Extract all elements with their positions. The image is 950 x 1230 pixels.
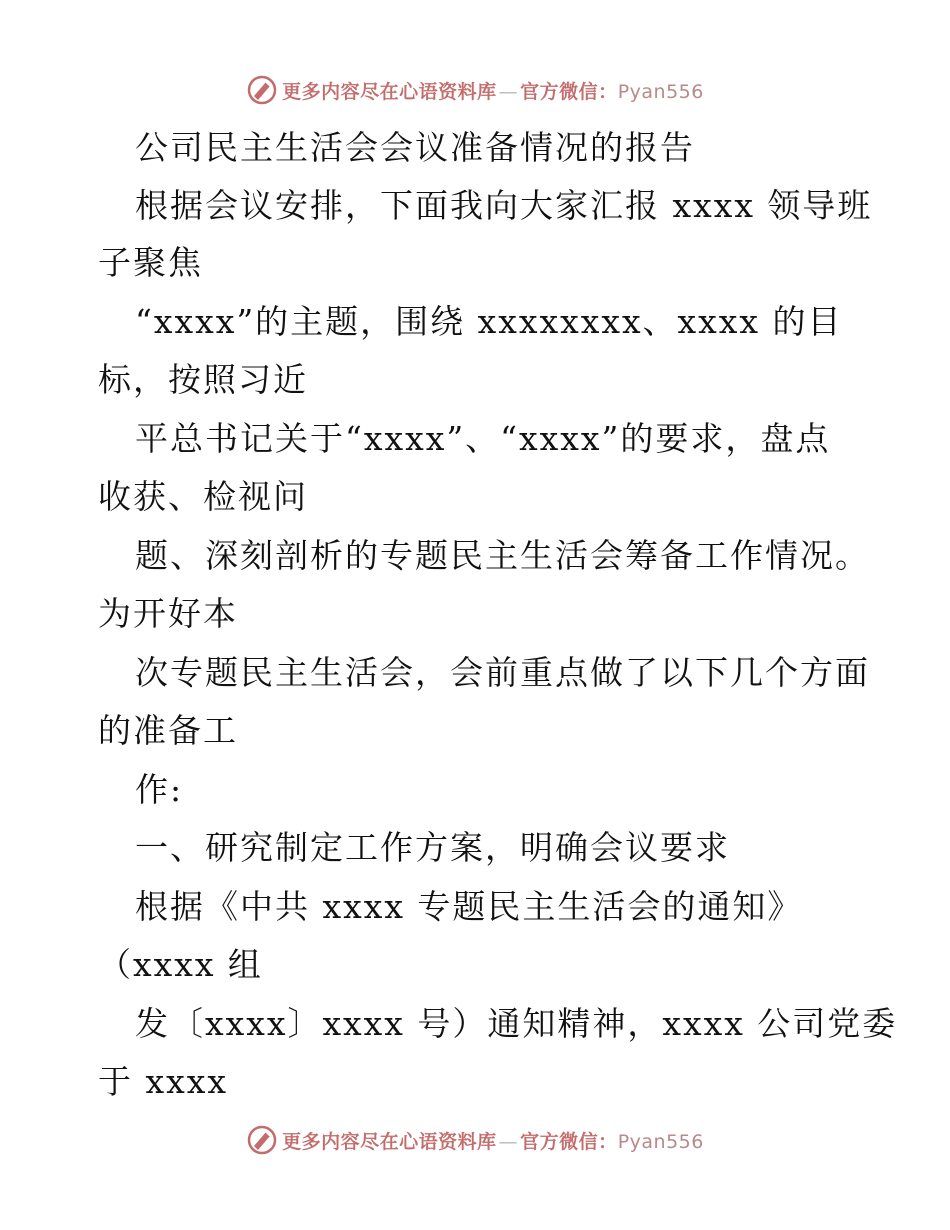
watermark-wechat-id: Pyan556 — [617, 1130, 704, 1153]
paragraph-line: 次专题民主生活会，会前重点做了以下几个方面 — [135, 653, 870, 692]
watermark-wechat-label: 官方微信： — [520, 1130, 618, 1153]
document-title: 公司民主生活会会议准备情况的报告 — [135, 128, 695, 167]
watermark-text — [282, 77, 704, 104]
paragraph-line: 作: — [135, 770, 184, 809]
header-watermark — [0, 70, 950, 110]
paragraph-line: 根据《中共 xxxx 专题民主生活会的通知》 — [135, 887, 803, 926]
watermark-wechat-label: 官方微信： — [520, 80, 618, 103]
watermark-brand: 更多内容尽在心语资料库 — [282, 80, 497, 103]
paragraph-line: 根据会议安排，下面我向大家汇报 xxxx 领导班 — [135, 186, 873, 225]
paragraph-line: 子聚焦 — [98, 243, 203, 282]
paragraph-line: 收获、检视问 — [98, 477, 308, 516]
watermark-wechat-id: Pyan556 — [617, 80, 704, 103]
watermark-separator: — — [498, 1130, 519, 1153]
paragraph-line: “xxxx”的主题，围绕 xxxxxxxx、xxxx 的目 — [135, 302, 843, 341]
paragraph-line: （xxxx 组 — [98, 945, 263, 984]
paragraph-line: 标，按照习近 — [98, 360, 308, 399]
paragraph-line: 为开好本 — [98, 594, 238, 633]
watermark-brand: 更多内容尽在心语资料库 — [282, 1130, 497, 1153]
watermark-text — [282, 1127, 704, 1154]
footer-watermark — [0, 1120, 950, 1160]
pen-logo-icon — [246, 1124, 278, 1156]
pen-logo-icon — [246, 74, 278, 106]
watermark-separator: — — [498, 80, 519, 103]
paragraph-line: 的准备工 — [98, 711, 238, 750]
paragraph-line: 发〔xxxx〕xxxx 号）通知精神，xxxx 公司党委 — [135, 1004, 898, 1043]
paragraph-line: 于 xxxx — [98, 1062, 228, 1101]
section-heading: 一、研究制定工作方案，明确会议要求 — [135, 828, 730, 867]
paragraph-line: 题、深刻剖析的专题民主生活会筹备工作情况。 — [135, 536, 870, 575]
paragraph-line: 平总书记关于“xxxx”、“xxxx”的要求，盘点 — [135, 419, 831, 458]
